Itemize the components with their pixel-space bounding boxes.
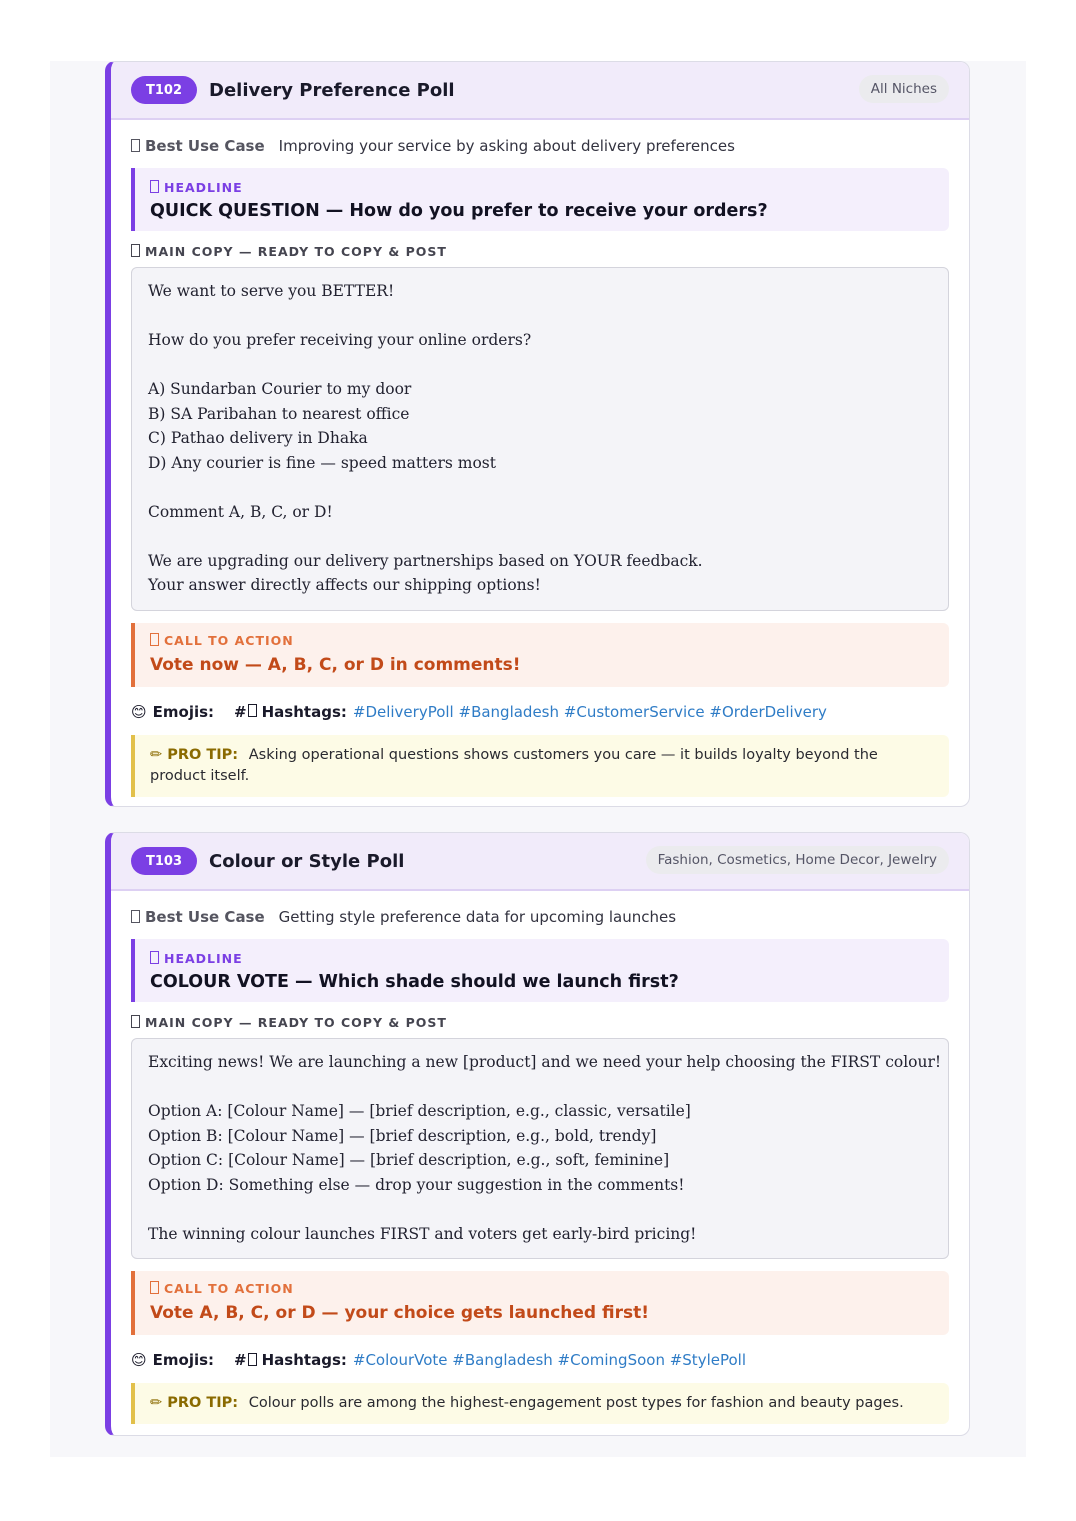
cta-text[interactable]: Vote A, B, C, or D — your choice gets launched first!: [150, 1303, 649, 1323]
headline-section: [131, 168, 949, 231]
tag-icon: [248, 1353, 257, 1366]
meta-row: [131, 701, 949, 723]
target-icon: [131, 910, 140, 923]
card-header: [111, 833, 969, 891]
main-copy-line: D) Any courier is fine — speed matters most: [148, 453, 496, 472]
template-title: Delivery Preference Poll: [209, 79, 455, 101]
headline-text[interactable]: QUICK QUESTION — How do you prefer to receive your orders?: [150, 201, 768, 221]
main-copy-line: [148, 1197, 932, 1222]
use-case-text: Getting style preference data for upcoming launches: [278, 908, 677, 926]
emojis-label: Emojis:: [152, 702, 215, 721]
template-id-badge: T103: [131, 847, 197, 875]
use-case-row: [131, 907, 949, 927]
target-icon: [131, 139, 140, 152]
emojis-label: Emojis:: [152, 1351, 215, 1369]
main-copy-line: We want to serve you BETTER!: [148, 282, 395, 300]
hashtags-label: Hashtags:: [261, 1351, 347, 1369]
main-copy-line: We are upgrading our delivery partnerships based on YOUR feedback.: [148, 551, 703, 570]
main-copy-line: Option D: Something else — drop your suggestion in the comments!: [148, 1175, 685, 1194]
main-copy-line: Your answer directly affects our shipping options!: [148, 576, 541, 594]
hashtags-list[interactable]: #DeliveryPoll #Bangladesh #CustomerService #OrderDelivery: [352, 702, 827, 721]
main-copy-line: [148, 304, 932, 329]
headline-section: [131, 939, 949, 1002]
use-case-text: Improving your service by asking about delivery preferences: [278, 137, 735, 155]
niche-tag: All Niches: [859, 75, 949, 103]
template-id-badge: T102: [131, 76, 197, 104]
hash-icon: #: [234, 1351, 247, 1369]
headline-icon: [150, 951, 159, 964]
pro-tip-section: [131, 735, 949, 797]
main-copy-line: C) Pathao delivery in Dhaka: [148, 429, 368, 447]
pro-tip-text: Asking operational questions shows customers you care — it builds loyalty beyond the product itself.: [150, 746, 878, 784]
tag-icon: [248, 704, 257, 717]
main-copy-line: Comment A, B, C, or D!: [148, 502, 333, 521]
hashtags-label: Hashtags:: [261, 702, 347, 721]
use-case-label: Best Use Case: [145, 908, 265, 926]
headline-text[interactable]: COLOUR VOTE — Which shade should we launch first?: [150, 972, 679, 992]
main-copy-line: How do you prefer receiving your online orders?: [148, 331, 532, 349]
cta-section: [131, 1271, 949, 1335]
pro-tip-text: Colour polls are among the highest-engagement post types for fashion and beauty pages.: [248, 1395, 904, 1411]
main-copy-line: [148, 353, 932, 378]
clipboard-icon: [131, 244, 140, 257]
cta-section: [131, 623, 949, 687]
main-copy-line: The winning colour launches FIRST and voters get early-bird pricing!: [148, 1224, 697, 1243]
cta-label: CALL TO ACTION: [164, 632, 294, 648]
pencil-icon: ✏: [150, 746, 163, 763]
pro-tip-label: PRO TIP:: [167, 746, 239, 763]
hash-icon: #: [234, 702, 247, 721]
main-copy-label: MAIN COPY — READY TO COPY & POST: [145, 244, 447, 259]
headline-label: HEADLINE: [164, 951, 243, 966]
template-card: [105, 61, 970, 807]
main-copy-line: [148, 1075, 932, 1100]
main-copy-line: A) Sundarban Courier to my door: [148, 380, 412, 398]
template-title: Colour or Style Poll: [209, 850, 405, 872]
megaphone-icon: [150, 1281, 159, 1294]
main-copy-line: [148, 524, 932, 549]
use-case-row: [131, 136, 949, 156]
meta-row: [131, 1349, 949, 1371]
megaphone-icon: [150, 633, 159, 646]
clipboard-icon: [131, 1015, 140, 1028]
smile-icon: 😊: [131, 702, 147, 721]
pencil-icon: ✏: [150, 1395, 163, 1411]
cta-label: CALL TO ACTION: [164, 1281, 294, 1296]
use-case-label: Best Use Case: [145, 137, 265, 155]
smile-icon: 😊: [131, 1351, 147, 1369]
main-copy-line: Option A: [Colour Name] — [brief description, e.g., classic, versatile]: [148, 1102, 691, 1120]
headline-label: HEADLINE: [164, 180, 243, 195]
pro-tip-label: PRO TIP:: [167, 1395, 239, 1411]
headline-icon: [150, 180, 159, 193]
main-copy-line: Option C: [Colour Name] — [brief description, e.g., soft, feminine]: [148, 1151, 670, 1169]
main-copy-line: Option B: [Colour Name] — [brief description, e.g., bold, trendy]: [148, 1126, 657, 1145]
main-copy-line: [148, 475, 932, 500]
cta-text[interactable]: Vote now — A, B, C, or D in comments!: [150, 654, 521, 675]
niche-tag: Fashion, Cosmetics, Home Decor, Jewelry: [646, 846, 949, 874]
hashtags-list[interactable]: #ColourVote #Bangladesh #ComingSoon #StylePoll: [352, 1351, 746, 1369]
main-copy-label: MAIN COPY — READY TO COPY & POST: [145, 1015, 447, 1030]
template-card: [105, 832, 970, 1436]
card-header: [111, 62, 969, 120]
main-copy-box[interactable]: [131, 267, 949, 611]
main-copy-box[interactable]: [131, 1038, 949, 1259]
main-copy-line: B) SA Paribahan to nearest office: [148, 404, 410, 423]
pro-tip-section: [131, 1383, 949, 1424]
main-copy-line: Exciting news! We are launching a new [product] and we need your help choosing the FIRST colour!: [148, 1053, 942, 1071]
